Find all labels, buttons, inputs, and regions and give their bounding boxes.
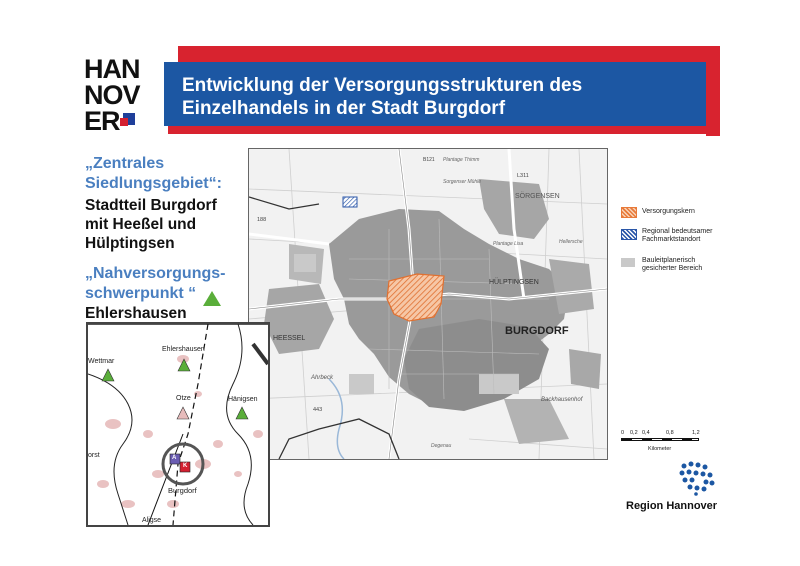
label-ahrbeck: Ahrbeck xyxy=(311,375,334,381)
scale-tick-4: 1,2 xyxy=(692,430,700,436)
logo-red-square xyxy=(120,118,128,126)
scale-bar-graphic xyxy=(621,438,699,441)
inset-label-haenigsen: Hänigsen xyxy=(228,396,258,403)
heading1-line1: „Zentrales xyxy=(85,155,165,172)
green-triangle-icon xyxy=(203,291,221,306)
label-burgdorf: BURGDORF xyxy=(505,325,569,337)
label-road-443: 443 xyxy=(313,407,323,413)
label-heessel: HEESSEL xyxy=(273,335,306,342)
logo-line-2: NOV xyxy=(84,80,140,110)
label-road-l311: L311 xyxy=(517,173,529,179)
legend-fachmarkt-label xyxy=(642,228,712,244)
scale-bar xyxy=(621,430,701,444)
label-backhausenhof: Backhausenhof xyxy=(541,397,583,403)
label-huelptingsen: HÜLPTINGSEN xyxy=(489,279,539,286)
body1-line1: Stadtteil Burgdorf xyxy=(85,197,217,214)
region-hannover-logo-icon xyxy=(676,460,716,496)
legend-bauleit-line2: gesicherter Bereich xyxy=(642,265,703,272)
body1-line2: mit Heeßel und xyxy=(85,216,197,233)
heading2-line2: schwerpunkt “ xyxy=(85,285,197,302)
legend-fachmarkt-swatch xyxy=(621,229,637,240)
label-sorgenser-muehle: Sorgenser Mühle xyxy=(443,179,482,185)
legend-fachmarkt-line2: Fachmarktstandort xyxy=(642,236,701,243)
region-hannover-brand: Region Hannover xyxy=(626,500,718,512)
inset-label-wettmar: Wettmar xyxy=(88,358,115,365)
legend-versorgungskern-label: Versorgungskern xyxy=(642,208,695,215)
label-road-188: 188 xyxy=(257,217,267,223)
logo-line-1: HAN xyxy=(84,54,140,84)
label-plantage-thimm: Plantage Thimm xyxy=(443,157,480,163)
legend-bauleit-line1: Bauleitplanerisch xyxy=(642,257,696,264)
label-degenau: Degenau xyxy=(431,443,452,449)
legend-versorgungskern-swatch xyxy=(621,207,637,218)
header-red-shadow xyxy=(168,126,712,134)
heading2-line1: „Nahversorgungs- xyxy=(85,265,226,282)
inset-marker-k: K xyxy=(183,463,188,469)
title-line-1: Entwicklung der Versorgungsstrukturen des xyxy=(182,75,583,96)
scale-tick-2: 0,4 xyxy=(642,430,650,436)
inset-map xyxy=(86,322,270,527)
label-soergensen: SÖRGENSEN xyxy=(515,193,560,200)
header-red-edge xyxy=(706,46,720,136)
inset-label-aligse: Aligse xyxy=(142,517,162,524)
label-road-b121: B121 xyxy=(423,157,435,163)
fachmarkt-area xyxy=(343,197,357,207)
versorgungskern-area xyxy=(387,274,444,321)
body1-line3: Hülptingsen xyxy=(85,235,175,252)
label-hellersche: Hellersche xyxy=(559,239,583,245)
heading1-line2: Siedlungsgebiet“: xyxy=(85,175,222,192)
inset-label-ehlershausen: Ehlershausen xyxy=(162,346,205,353)
title-line-2: Einzelhandels in der Stadt Burgdorf xyxy=(182,98,506,119)
heading-zentrales-siedlungsgebiet xyxy=(85,154,222,194)
inset-label-otze: Otze xyxy=(176,395,191,402)
logo-line-3: ER xyxy=(84,106,120,136)
header-red-bar xyxy=(178,46,720,62)
page-title xyxy=(182,74,692,120)
label-plantage-lisa: Plantage Lisa xyxy=(493,241,524,247)
burgdorf-map xyxy=(248,148,608,460)
stadtteil-text xyxy=(85,196,217,253)
scale-unit: Kilometer xyxy=(648,446,672,452)
legend-fachmarkt-line1: Regional bedeutsamer xyxy=(642,228,713,235)
scale-tick-3: 0,8 xyxy=(666,430,674,436)
legend-bauleit-swatch xyxy=(621,258,635,267)
inset-label-orst: orst xyxy=(88,452,100,459)
legend-bauleit-label xyxy=(642,257,702,273)
inset-label-burgdorf: Burgdorf xyxy=(168,486,197,495)
scale-tick-0: 0 xyxy=(621,430,625,436)
ehlershausen-text: Ehlershausen xyxy=(85,305,187,322)
scale-tick-1: 0,2 xyxy=(630,430,638,436)
inset-marker-a: A xyxy=(172,455,177,461)
